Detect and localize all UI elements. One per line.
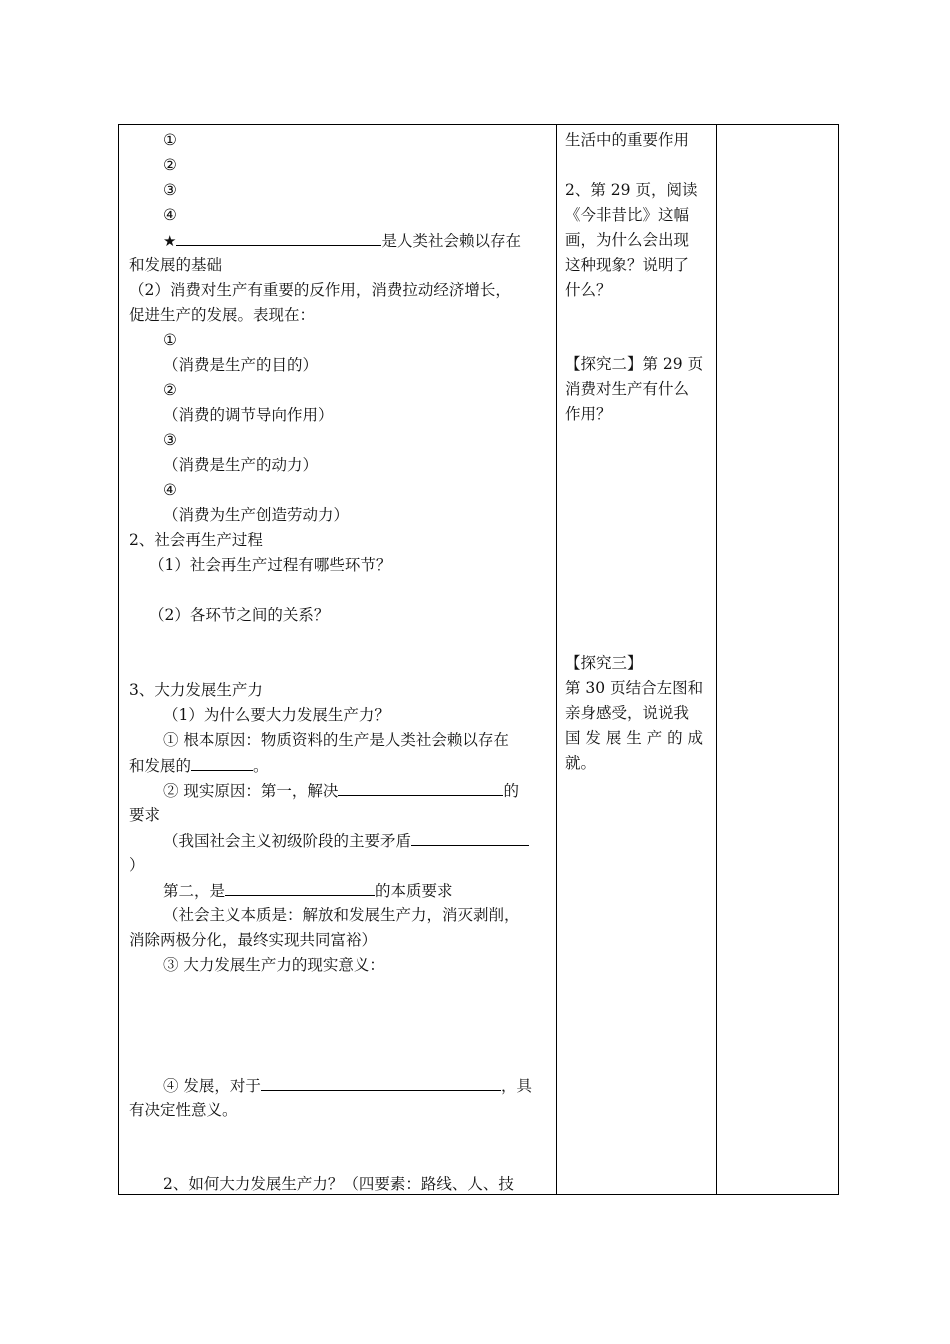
star-line xyxy=(163,230,521,251)
star-line-text: 是人类社会赖以存在 xyxy=(381,232,521,250)
answer-4-line-2: 有决定性意义。 xyxy=(129,1101,238,1119)
circle-item-3: ③ xyxy=(163,181,177,199)
para-2-line-1: （2）消费对生产有重要的反作用，消费拉动经济增长， xyxy=(129,281,511,299)
role-item-2: ② xyxy=(163,381,177,399)
answer-3: ③ 大力发展生产力的现实意义： xyxy=(163,956,385,974)
note-1-line-1 xyxy=(163,830,529,851)
section-3-question-1: （1）为什么要大力发展生产力？ xyxy=(163,706,390,724)
answer-2-end: 的 xyxy=(503,782,519,800)
inquiry-2-line-3: 作用？ xyxy=(565,405,612,423)
answer-2-line-1 xyxy=(163,780,519,801)
guide-line-5: 这种现象？说明了 xyxy=(565,256,690,274)
guide-line-3: 《今非昔比》这幅 xyxy=(565,206,690,224)
second-reason-end: 的本质要求 xyxy=(375,882,453,900)
inquiry-3-line-4: 国 发 展 生 产 的 成 xyxy=(565,729,704,747)
guide-line-6: 什么？ xyxy=(565,281,612,299)
answer-2-text: ② 现实原因：第一，解决 xyxy=(163,782,339,800)
fill-blank xyxy=(191,755,253,771)
fill-blank xyxy=(225,880,375,896)
notes-column xyxy=(717,125,839,1194)
answer-1-end: 。 xyxy=(253,757,269,775)
role-item-3: ③ xyxy=(163,431,177,449)
guide-line-2: 2、第 29 页，阅读 xyxy=(565,181,698,199)
section-2-question-1: （1）社会再生产过程有哪些环节？ xyxy=(149,556,392,574)
inquiry-2-title: 【探究二】第 29 页 xyxy=(565,355,704,373)
answer-1-line-2 xyxy=(129,755,269,776)
answer-4-text: ④ 发展，对于 xyxy=(163,1077,261,1095)
circle-item-4: ④ xyxy=(163,206,177,224)
role-note-2: （消费的调节导向作用） xyxy=(163,406,334,424)
role-item-1: ① xyxy=(163,331,177,349)
column-divider-1 xyxy=(556,125,557,1194)
inquiry-3-line-3: 亲身感受，说说我 xyxy=(565,704,690,722)
section-3-title: 3、大力发展生产力 xyxy=(129,681,263,699)
section-2-question-2: （2）各环节之间的关系？ xyxy=(149,606,330,624)
fill-blank xyxy=(411,830,529,846)
inquiry-3-line-5: 就。 xyxy=(565,754,597,772)
second-reason xyxy=(163,880,453,901)
answer-4-line-1 xyxy=(163,1075,532,1096)
role-item-4: ④ xyxy=(163,481,177,499)
circle-item-2: ② xyxy=(163,156,177,174)
guide-line-1: 生活中的重要作用 xyxy=(565,131,690,149)
fill-blank xyxy=(261,1075,501,1091)
note-1-line-2: ） xyxy=(129,856,145,874)
inquiry-3-title: 【探究三】 xyxy=(565,654,643,672)
para-2-line-2: 促进生产的发展。表现在： xyxy=(129,306,316,324)
circle-item-1: ① xyxy=(163,131,177,149)
second-reason-text: 第二，是 xyxy=(163,882,226,900)
note-2-line-1: （社会主义本质是：解放和发展生产力，消灭剥削， xyxy=(163,906,520,924)
worksheet-table xyxy=(118,124,839,1195)
answer-4-end: ，具 xyxy=(500,1077,532,1095)
inquiry-3-line-2: 第 30 页结合左图和 xyxy=(565,679,704,697)
note-2-line-2: 消除两极分化，最终实现共同富裕） xyxy=(129,931,378,949)
answer-1-line-1: ① 根本原因：物质资料的生产是人类社会赖以存在 xyxy=(163,731,509,749)
fill-blank xyxy=(338,780,503,796)
note-1-text: （我国社会主义初级阶段的主要矛盾 xyxy=(163,832,412,850)
section-3-question-2: 2、如何大力发展生产力？（四要素：路线、人、技 xyxy=(163,1175,514,1193)
star-line-cont: 和发展的基础 xyxy=(129,256,223,274)
star-icon: ★ xyxy=(163,232,177,250)
answer-1-text: 和发展的 xyxy=(129,757,192,775)
role-note-4: （消费为生产创造劳动力） xyxy=(163,506,350,524)
fill-blank xyxy=(176,230,381,246)
role-note-1: （消费是生产的目的） xyxy=(163,356,319,374)
inquiry-2-line-2: 消费对生产有什么 xyxy=(565,380,690,398)
role-note-3: （消费是生产的动力） xyxy=(163,456,319,474)
section-2-title: 2、社会再生产过程 xyxy=(129,531,263,549)
guide-line-4: 画，为什么会出现 xyxy=(565,231,690,249)
answer-2-line-2: 要求 xyxy=(129,806,161,824)
